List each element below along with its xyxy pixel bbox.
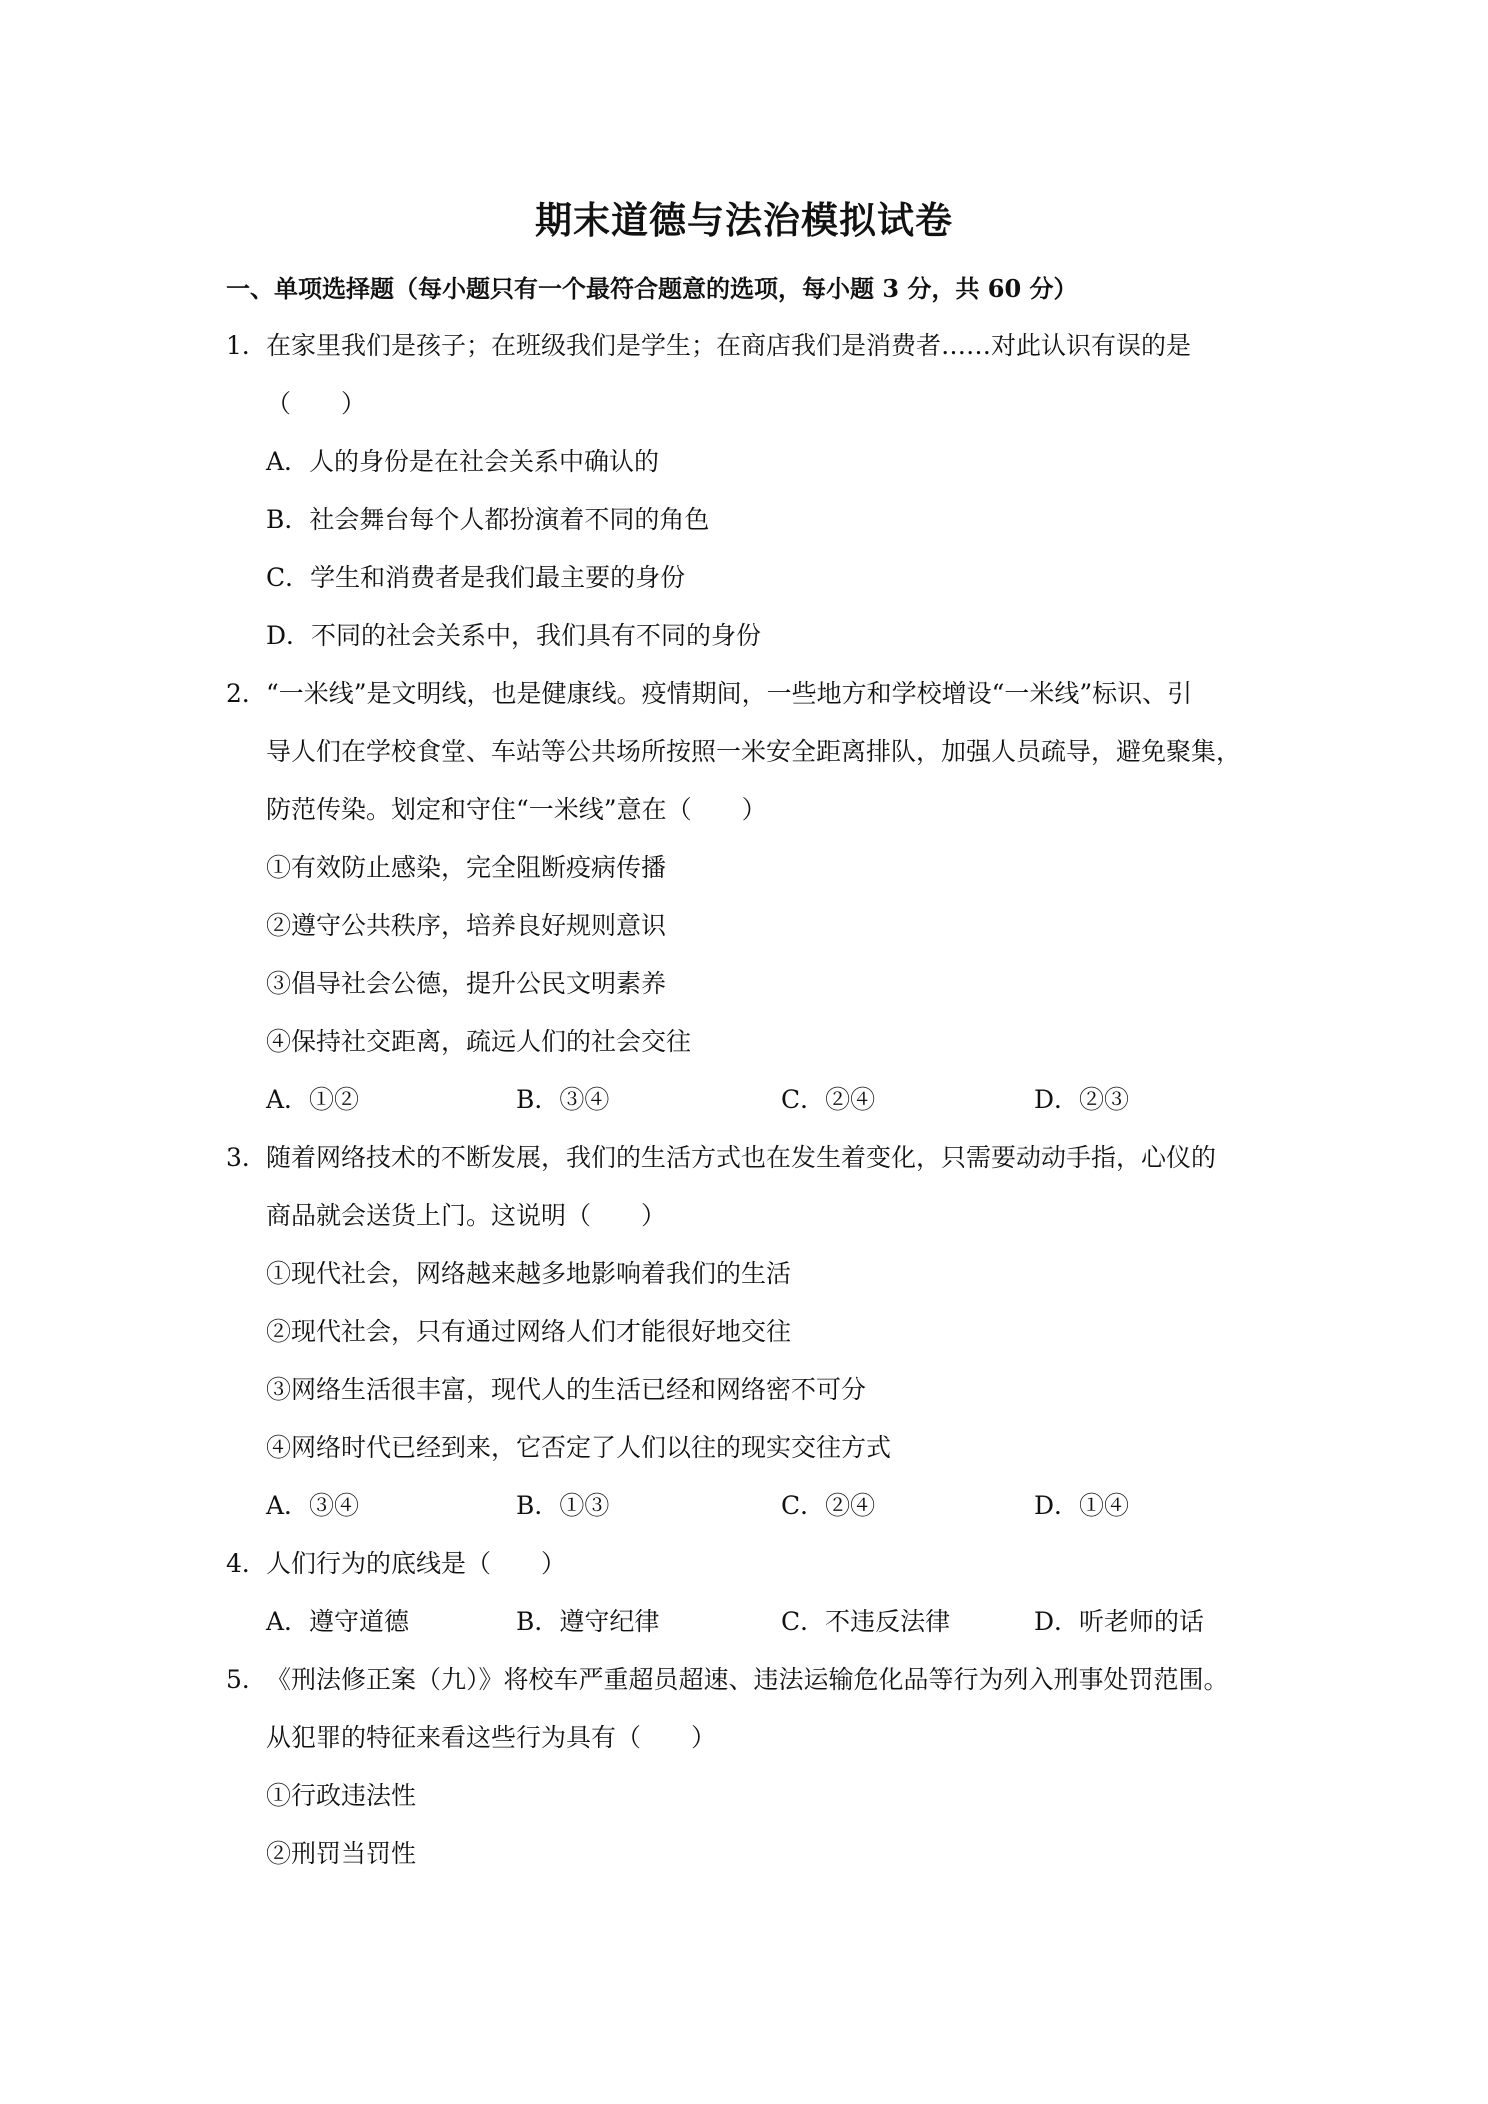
question-5-line-2: 从犯罪的特征来看这些行为具有（ ） [266,1723,717,1752]
question-3-choice-a: A．③④ [266,1491,360,1520]
question-3-statement-3: ③网络生活很丰富，现代人的生活已经和网络密不可分 [266,1375,867,1404]
question-2-statement-1: ①有效防止感染，完全阻断疫病传播 [266,853,667,882]
question-3-stem [226,1140,1216,1176]
section-heading: 一、单项选择题（每小题只有一个最符合题意的选项，每小题 3 分，共 60 分） [226,274,1078,303]
question-4-choice-a: A．遵守道德 [266,1607,410,1636]
question-3-choice-d: D．①④ [1034,1491,1130,1520]
question-number: 5． [226,1665,267,1694]
question-1-bracket: （ ） [266,389,367,418]
question-2-line-2: 导人们在学校食堂、车站等公共场所按照一米安全距离排队，加强人员疏导，避免聚集， [266,737,1242,766]
question-5-statement-2: ②刑罚当罚性 [266,1839,417,1868]
question-4-choice-c: C．不违反法律 [781,1607,951,1636]
page-title: 期末道德与法治模拟试卷 [535,198,953,242]
question-1-option-a: A．人的身份是在社会关系中确认的 [266,447,660,476]
question-4-stem [226,1546,566,1582]
question-text: 人们行为的底线是（ ） [266,1549,567,1578]
question-1-stem [226,328,1191,364]
question-4-choice-d: D．听老师的话 [1034,1607,1205,1636]
question-5-stem [226,1662,1229,1698]
question-2-choice-b: B．③④ [516,1085,610,1114]
question-3-choice-b: B．①③ [516,1491,610,1520]
question-2-stem [226,676,1192,712]
question-3-statement-4: ④网络时代已经到来，它否定了人们以往的现实交往方式 [266,1433,892,1462]
question-5-statement-1: ①行政违法性 [266,1781,417,1810]
question-number: 4． [226,1549,267,1578]
question-1-option-b: B．社会舞台每个人都扮演着不同的角色 [266,505,710,534]
question-text: 随着网络技术的不断发展，我们的生活方式也在发生着变化，只需要动动手指，心仪的 [266,1143,1217,1172]
question-number: 3． [226,1143,267,1172]
question-text: 《刑法修正案（九）》将校车严重超员超速、违法运输危化品等行为列入刑事处罚范围。 [266,1665,1229,1694]
question-3-statement-2: ②现代社会，只有通过网络人们才能很好地交往 [266,1317,792,1346]
question-2-choice-c: C．②④ [781,1085,876,1114]
question-text: 在家里我们是孩子；在班级我们是学生；在商店我们是消费者……对此认识有误的是 [266,331,1192,360]
question-number: 2． [226,679,267,708]
question-text: “一米线”是文明线，也是健康线。疫情期间，一些地方和学校增设“一米线”标识、引 [266,679,1193,708]
question-3-line-2: 商品就会送货上门。这说明（ ） [266,1201,667,1230]
question-2-choice-d: D．②③ [1034,1085,1130,1114]
question-2-statement-2: ②遵守公共秩序，培养良好规则意识 [266,911,667,940]
question-2-line-3: 防范传染。划定和守住“一米线”意在（ ） [266,795,767,824]
question-number: 1． [226,331,267,360]
question-2-statement-3: ③倡导社会公德，提升公民文明素养 [266,969,667,998]
question-4-choice-b: B．遵守纪律 [516,1607,660,1636]
question-3-statement-1: ①现代社会，网络越来越多地影响着我们的生活 [266,1259,792,1288]
question-1-option-d: D．不同的社会关系中，我们具有不同的身份 [266,621,762,650]
question-1-option-c: C．学生和消费者是我们最主要的身份 [266,563,686,592]
question-3-choice-c: C．②④ [781,1491,876,1520]
question-2-choice-a: A．①② [266,1085,360,1114]
question-2-statement-4: ④保持社交距离，疏远人们的社会交往 [266,1027,692,1056]
